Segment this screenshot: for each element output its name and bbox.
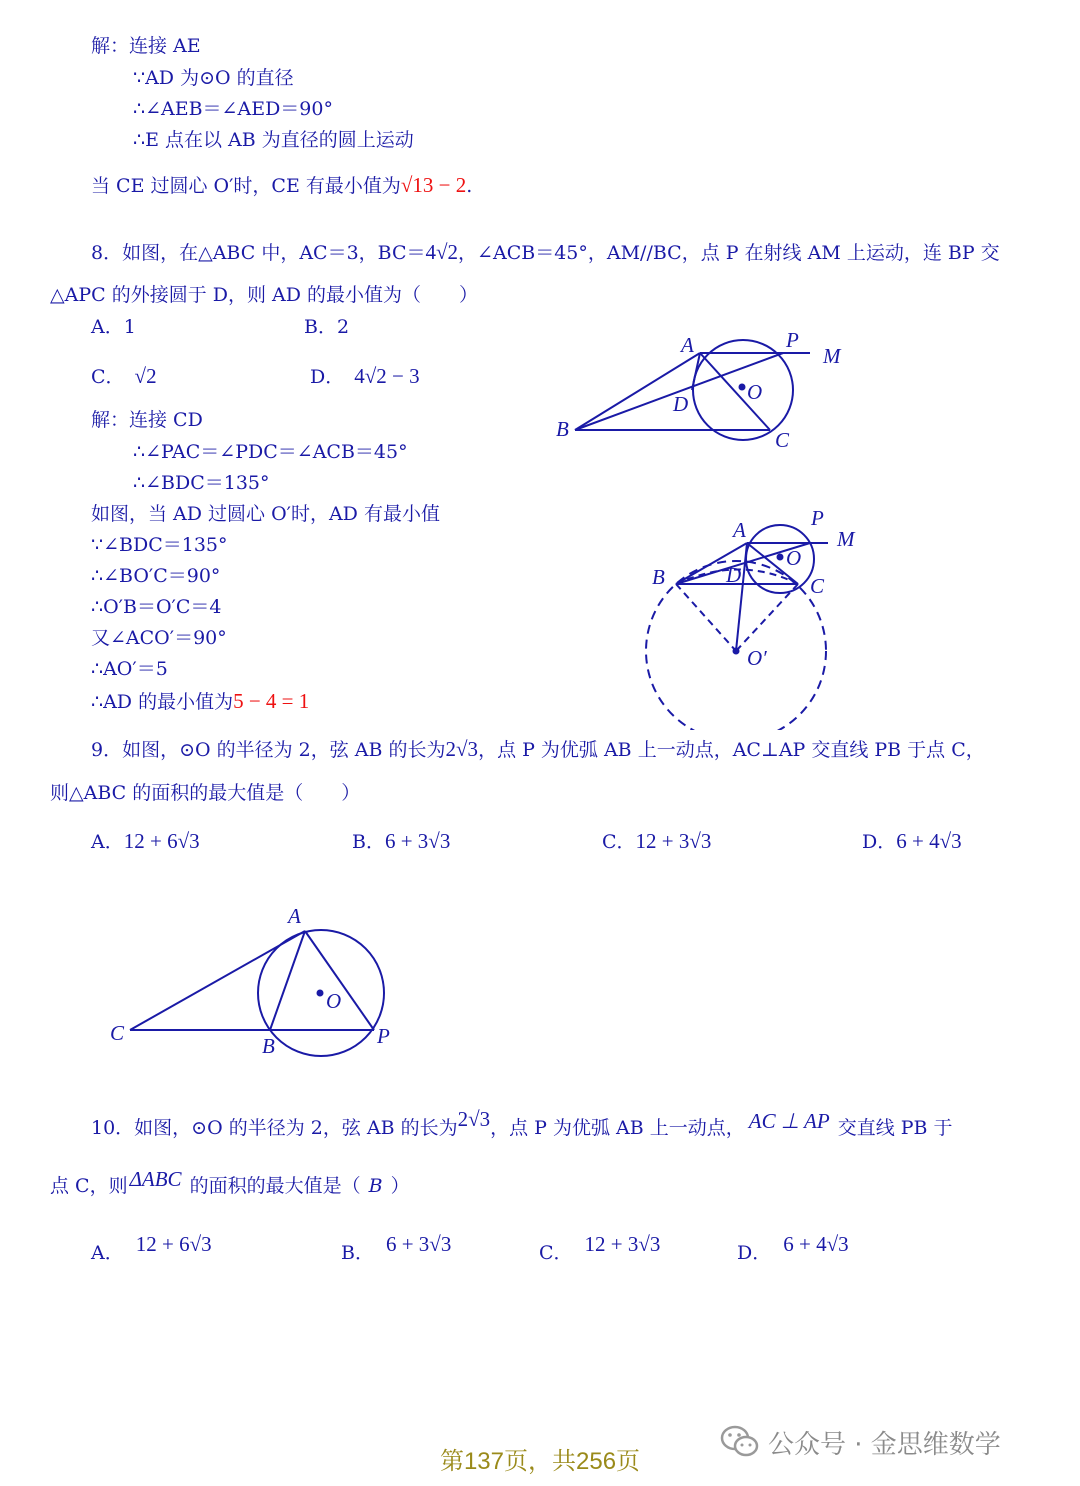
wechat-icon <box>720 1424 760 1458</box>
q10-option-b-label: B． <box>341 1242 374 1264</box>
q9-option-c-label: C． <box>602 831 636 853</box>
q8-option-c <box>91 364 157 389</box>
q9-stem-line2: 则△ABC 的面积的最大值是（ ） <box>50 782 361 804</box>
q8-figure-1 <box>540 325 860 455</box>
q10-stem-text-a: 10．如图，⊙O 的半径为 2，弦 AB 的长为 <box>91 1117 458 1139</box>
fig2-label-o: O <box>786 546 802 570</box>
fig2-label-c: C <box>810 574 825 598</box>
fig2-line-bo <box>676 584 736 651</box>
q8-sol-line10 <box>91 689 309 714</box>
q9-option-a-label: A． <box>91 831 124 853</box>
q10-stem2-text-b: 的面积的最大值是（ <box>189 1175 361 1197</box>
fig3-label-p: P <box>377 1024 390 1048</box>
q8-option-d-label: D． <box>310 366 345 388</box>
q10-stem-line1 <box>91 1107 953 1140</box>
fig3-line-ca <box>130 931 305 1030</box>
fig1-label-c: C <box>775 428 790 452</box>
q9-option-d-value: 6 + 4√3 <box>896 829 962 853</box>
fig1-label-b: B <box>556 417 569 441</box>
q9-option-c-value: 12 + 3√3 <box>635 829 712 853</box>
q10-stem-text-b: ，点 P 为优弧 AB 上一动点， <box>490 1117 745 1139</box>
q10-option-c-label: C． <box>539 1242 573 1264</box>
q9-stem-text-a: 9．如图，⊙O 的半径为 2，弦 AB 的长为 <box>91 739 446 761</box>
fig2-center2-dot <box>733 648 740 655</box>
q8-stem-text-b: ，∠ACB＝45°，AM//BC，点 P 在射线 AM 上运动，连 BP 交 <box>458 242 1000 264</box>
fig2-line-co <box>736 584 798 651</box>
sol7-line5 <box>91 173 472 198</box>
q8-option-c-label: C． <box>91 366 125 388</box>
q10-option-c-value: 12 + 3√3 <box>584 1232 661 1256</box>
fig1-label-d: D <box>673 392 689 416</box>
sol7-line4: ∴E 点在以 AB 为直径的圆上运动 <box>133 129 414 151</box>
q9-option-a <box>91 829 200 854</box>
fig3-label-b: B <box>262 1034 275 1058</box>
fig1-label-p: P <box>786 328 799 352</box>
q9-stem-text-b: ，点 P 为优弧 AB 上一动点，AC⊥AP 交直线 PB 于点 C， <box>478 739 985 761</box>
q10-stem-math: 2√3 <box>457 1107 491 1131</box>
fig3-label-c: C <box>110 1021 125 1045</box>
sol7-line1: 解：连接 AE <box>91 35 201 57</box>
fig1-label-o: O <box>747 380 763 404</box>
q8-option-a: A．1 <box>91 316 136 338</box>
fig2-label-b: B <box>652 565 665 589</box>
fig1-label-m: M <box>823 344 841 368</box>
sol7-answer: √13 − 2 <box>400 173 467 197</box>
watermark-text: 公众号 · 金思维数学 <box>768 1430 1001 1460</box>
q10-option-c <box>539 1232 661 1265</box>
q8-sol-line2: ∴∠PAC＝∠PDC＝∠ACB＝45° <box>133 441 408 463</box>
q8-sol-line8: 又∠ACO′＝90° <box>91 627 227 649</box>
q8-sol-line7: ∴O′B＝O′C＝4 <box>91 596 222 618</box>
page-footer: 第137页，共256页 <box>439 1448 641 1475</box>
q10-stem-line2 <box>50 1167 410 1198</box>
q8-option-d-value: 4√2 − 3 <box>354 364 420 388</box>
q9-stem-math: 2√3 <box>445 737 479 761</box>
q8-sol-line4: 如图，当 AD 过圆心 O′时，AD 有最小值 <box>91 503 440 525</box>
fig1-label-a: A <box>681 333 694 357</box>
q9-option-b <box>352 829 450 854</box>
fig2-label-d: D <box>726 563 742 587</box>
q8-stem-line2: △APC 的外接圆于 D，则 AD 的最小值为（ ） <box>50 284 479 306</box>
fig3-label-o: O <box>326 989 342 1013</box>
q10-stem-text-c: 交直线 PB 于 <box>837 1117 953 1139</box>
sol7-period: . <box>466 175 473 197</box>
q10-option-b <box>341 1232 452 1265</box>
q9-option-d-label: D． <box>862 831 897 853</box>
fig3-center-dot <box>317 990 324 997</box>
q8-option-b: B．2 <box>304 316 350 338</box>
q10-stem2-text-a: 点 C，则 <box>50 1175 128 1197</box>
fig2-label-o-prime: O′ <box>747 646 767 670</box>
q9-option-a-value: 12 + 6√3 <box>123 829 200 853</box>
q8-sol-line6: ∴∠BO′C＝90° <box>91 565 221 587</box>
q10-answer: B <box>368 1175 383 1197</box>
q10-option-d-label: D． <box>737 1242 772 1264</box>
q8-figure-2 <box>640 505 870 730</box>
q8-option-d <box>310 364 420 389</box>
q10-option-a <box>91 1232 212 1265</box>
q9-figure <box>100 900 410 1065</box>
q8-sol-line10-text: ∴AD 的最小值为 <box>91 691 234 713</box>
q9-option-b-label: B． <box>352 831 385 853</box>
q8-sol-line9: ∴AO′＝5 <box>91 658 168 680</box>
q9-option-b-value: 6 + 3√3 <box>384 829 451 853</box>
fig2-center-dot <box>777 554 784 561</box>
q10-option-d-value: 6 + 4√3 <box>783 1232 849 1256</box>
q10-option-d <box>737 1232 849 1265</box>
q10-stem2-math: ΔABC <box>129 1167 182 1191</box>
q9-stem-line1 <box>91 737 985 762</box>
q9-option-d <box>862 829 962 854</box>
q8-option-c-value: √2 <box>134 364 157 388</box>
fig3-label-a: A <box>288 904 301 928</box>
q8-answer: 5 − 4 = 1 <box>233 689 310 713</box>
q9-option-c <box>602 829 711 854</box>
q8-sol-line1: 解：连接 CD <box>91 409 203 431</box>
fig2-label-m: M <box>837 527 855 551</box>
q10-option-b-value: 6 + 3√3 <box>385 1232 452 1256</box>
fig3-line-ab <box>270 931 305 1030</box>
fig2-label-a: A <box>733 518 746 542</box>
q10-stem2-text-c: ） <box>390 1175 410 1197</box>
q10-option-a-value: 12 + 6√3 <box>135 1232 212 1256</box>
q10-stem-math2: AC ⊥ AP <box>748 1109 830 1133</box>
fig2-label-p: P <box>811 506 824 530</box>
sol7-line2: ∵AD 为⊙O 的直径 <box>133 67 294 89</box>
sol7-line3: ∴∠AEB＝∠AED＝90° <box>133 98 333 120</box>
q8-stem-math: 4√2 <box>425 240 459 264</box>
q8-stem-text-a: 8．如图，在△ABC 中，AC＝3，BC＝ <box>91 242 426 264</box>
q10-option-a-label: A． <box>91 1242 124 1264</box>
q8-sol-line5: ∵∠BDC＝135° <box>91 534 228 556</box>
fig1-center-dot <box>739 384 746 391</box>
fig2-line-ao <box>736 543 747 651</box>
q8-stem-line1 <box>91 240 1000 265</box>
sol7-line5-text: 当 CE 过圆心 O′时，CE 有最小值为 <box>91 175 401 197</box>
q8-sol-line3: ∴∠BDC＝135° <box>133 472 270 494</box>
